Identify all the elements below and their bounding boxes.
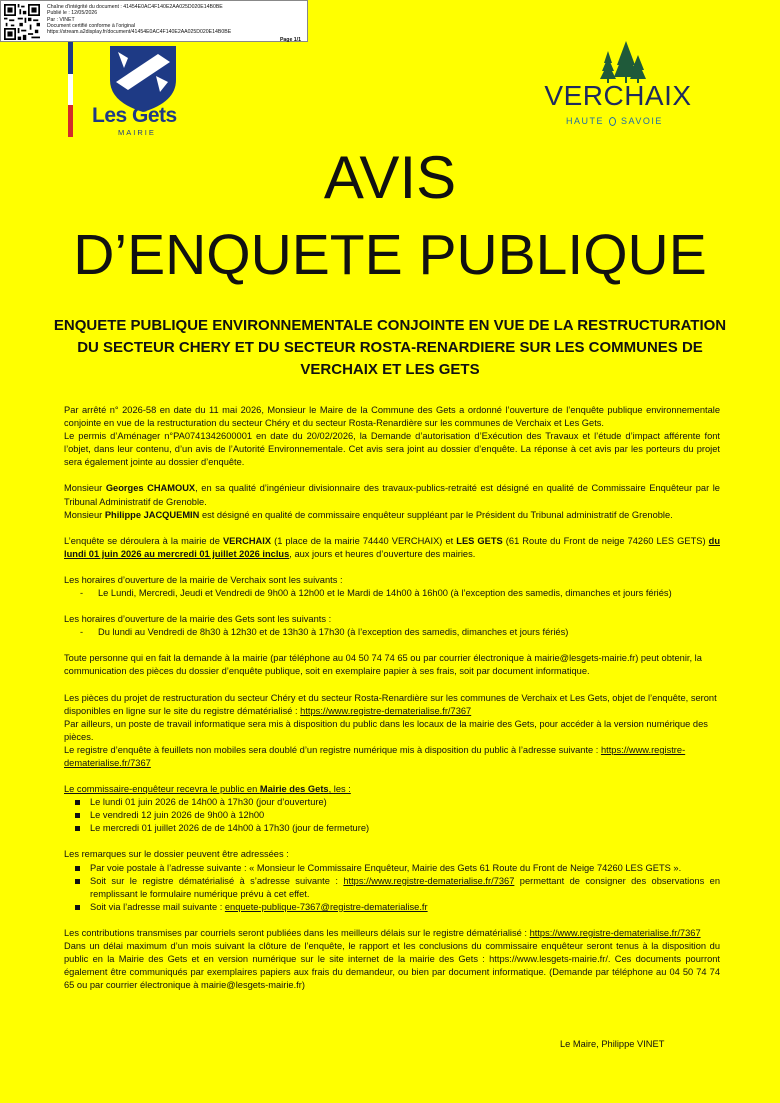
remarks-intro: Les remarques sur le dossier peuvent être adressées : <box>64 849 289 860</box>
text: L’enquête se déroulera à la mairie de <box>64 535 223 546</box>
notice-body <box>64 404 720 1005</box>
les-gets-logo-text: Les Gets <box>92 104 177 127</box>
location-pin-icon <box>609 117 616 126</box>
text: Par ailleurs, un poste de travail informatique sera mis à disposition du public dans les locaux de la mairie des Gets, pour accéder à la version numérique des pièces. <box>64 718 708 742</box>
main-title-line2: D’ENQUETE PUBLIQUE <box>73 223 707 287</box>
text: , en sa qualité d’ingénieur divisionnaire des travaux-publics-retraité est désigné en qualité de Commissaire Enquêteur par le Tribunal Administratif de Grenoble. <box>64 483 720 507</box>
remarks-list <box>64 862 720 914</box>
signature: Le Maire, Philippe VINET <box>560 1039 665 1049</box>
enquete-dates: du lundi 01 juin 2026 au mercredi 01 juillet 2026 inclus <box>64 535 720 559</box>
text: Le commissaire-enquêteur recevra le public en <box>64 784 260 795</box>
list-item: - Le Lundi, Mercredi, Jeudi et Vendredi de 9h00 à 12h00 et le Mardi de 14h00 à 16h00 (à l’exception des samedis, dimanches et jours fériés) <box>64 587 720 600</box>
text-bold: Mairie des Gets <box>259 784 329 795</box>
paragraph-request: Toute personne qui en fait la demande à la mairie (par téléphone au 04 50 74 74 65 ou par courrier électronique à mairie@lesgets-mairie.fr) peut obtenir, la communication des pièces du dossier d’enquête publique, soit en exemplaire papier à ses frais, soit par document informatique. <box>64 653 702 677</box>
list-item: Le lundi 01 juin 2026 de 14h00 à 17h30 (jour d’ouverture) <box>64 796 720 809</box>
text: Le registre d’enquête à feuillets non mobiles sera doublé d’un registre numérique mis à disposition du public à l’adresse suivante : <box>64 744 601 755</box>
les-gets-mairie-text: MAIRIE <box>118 128 156 137</box>
paragraph-commissaire <box>64 482 720 521</box>
text: Monsieur <box>64 509 105 520</box>
registre-link[interactable]: https://www.registre-dematerialise.fr/7367 <box>300 705 472 716</box>
hours-verchaix <box>64 574 720 600</box>
list-item: - Du lundi au Vendredi de 8h30 à 12h30 et de 13h30 à 17h30 (à l’exception des samedis, dimanches et jours fériés) <box>64 626 720 639</box>
text: Le permis d’Aménager n°PA0741342600001 en date du 20/02/2026, la Demande d’autorisation d’Exécution des Travaux et l’étude d’impact afférente font l’objet, dans leur contenu, d’un avis de l’Autorité Environnementale. Cet avis sera joint au dossier d’enquête. La réponse à cet avis par les porteurs du projet sera également jointe au dossier d’enquête. <box>64 431 720 468</box>
text: est désigné en qualité de commissaire enquêteur suppléant par le Président du Tribunal administratif de Grenoble. <box>199 509 673 520</box>
certification-stamp <box>0 0 308 42</box>
stamp-line: https://stream.a2display.fr/document/41454E0AC4F140E2AA025D020E14B0BE <box>47 29 232 36</box>
qr-code-icon <box>4 4 40 40</box>
hours-list <box>64 626 720 639</box>
email-link[interactable]: enquete-publique-7367@registre-dematerialise.fr <box>224 901 428 912</box>
text: (1 place de la mairie 74440 VERCHAIX) et <box>271 535 457 546</box>
hours-intro: Les horaires d’ouverture de la mairie des Gets sont les suivants : <box>64 614 332 625</box>
list-item <box>64 901 720 914</box>
verchaix-logo-text: VERCHAIX <box>544 80 692 111</box>
registre-link[interactable]: https://www.registre-dematerialise.fr/7367 <box>64 744 686 768</box>
list-item: Par voie postale à l’adresse suivante : « Monsieur le Commissaire Enquêteur, Mairie des Gets 61 Route du Front de Neige 74260 LES GETS ». <box>64 862 720 875</box>
commissaire-name: Georges CHAMOUX <box>105 483 196 494</box>
stamp-line: Par : VINET <box>47 16 75 23</box>
permanences-list <box>64 796 720 835</box>
stamp-page-number: Page 1/1 <box>279 37 301 43</box>
paragraph-pieces <box>64 692 720 771</box>
suppleant-name: Philippe JACQUEMIN <box>104 509 200 520</box>
verchaix-subtitle <box>566 116 663 126</box>
tricolor-flag-stripe <box>68 42 73 137</box>
stamp-line: Publié le : 12/05/2026 <box>47 10 98 17</box>
verchaix-sub-right: SAVOIE <box>621 116 663 126</box>
permanences <box>64 783 720 835</box>
text: , les : <box>328 784 351 795</box>
subtitle: ENQUETE PUBLIQUE ENVIRONNEMENTALE CONJOINTE EN VUE DE LA RESTRUCTURATION DU SECTEUR CHERY ET DU SECTEUR ROSTA-RENARDIERE SUR LES COMMUNES DE VERCHAIX ET LES GETS <box>53 317 727 378</box>
remarks <box>64 848 720 913</box>
list-item <box>64 875 720 901</box>
text: Soit sur le registre dématérialisé à s’adresse suivante : <box>90 875 344 886</box>
text: Dans un délai maximum d’un mois suivant la clôture de l’enquête, le rapport et les conclusions du commissaire enquêteur seront tenus à la disposition du public en la Mairie des Gets et en version numérique sur le site internet de la mairie des Gets : https://www.lesgets-mairie.fr/. Ces documents pourront également être communiqués par exemplaires papiers aux frais du demandeur, ou bien par document informatique. (Demande par téléphone au 04 50 74 74 65 ou par courrier électronique à mairie@lesgets-mairie.fr) <box>64 941 720 991</box>
text: permettant de consigner des observations en remplissant le formulaire numérique prévu à cet effet. <box>90 875 720 899</box>
text-bold: LES GETS <box>456 535 503 546</box>
list-item: Le mercredi 01 juillet 2026 de de 14h00 à 17h30 (jour de fermeture) <box>64 822 720 835</box>
hours-intro: Les horaires d’ouverture de la mairie de Verchaix sont les suivants : <box>64 574 343 585</box>
text: Les pièces du projet de restructuration du secteur Chéry et du secteur Rosta-Renardière sur les communes de Verchaix et Les Gets, objet de l’enquête, seront disponibles en ligne sur le site du registre dématérialisé : <box>64 692 717 716</box>
paragraph-lieu-dates <box>64 535 720 561</box>
list-item: Le vendredi 12 juin 2026 de 9h00 à 12h00 <box>64 809 720 822</box>
text: (61 Route du Front de neige 74260 LES GETS) <box>502 535 709 546</box>
hours-list <box>64 587 720 600</box>
stamp-text <box>47 4 302 35</box>
text: Par arrêté n° 2026-58 en date du 11 mai 2026, Monsieur le Maire de la Commune des Gets a ordonné l’ouverture de l’enquête publique environnementale conjointe en vue de la restructuration du secteur Chéry et du secteur Rosta-Renardière sur les communes de Verchaix et Les Gets. <box>64 405 720 429</box>
text: Les contributions transmises par courriels seront publiées dans les meilleurs délais sur le registre dématérialisé : <box>64 927 530 938</box>
stamp-line: Document certifié conforme à l'original <box>47 22 136 29</box>
text: Soit via l’adresse mail suivante : <box>90 901 225 912</box>
stamp-line: Chaîne d'intégrité du document : 41454E0AC4F140E2AA025D020E14B0BE <box>47 4 223 10</box>
text: Monsieur <box>64 483 106 494</box>
verchaix-sub-left: HAUTE <box>566 116 605 126</box>
permanences-intro <box>64 783 720 796</box>
paragraph-arrete <box>64 404 720 469</box>
registre-link[interactable]: https://www.registre-dematerialise.fr/7367 <box>529 927 701 938</box>
text-bold: VERCHAIX <box>222 535 272 546</box>
text: , aux jours et heures d’ouverture des mairies. <box>289 548 476 559</box>
main-title: AVIS <box>323 144 457 211</box>
registre-link[interactable]: https://www.registre-dematerialise.fr/7367 <box>343 875 515 886</box>
paragraph-final <box>64 927 720 992</box>
hours-gets <box>64 613 720 639</box>
